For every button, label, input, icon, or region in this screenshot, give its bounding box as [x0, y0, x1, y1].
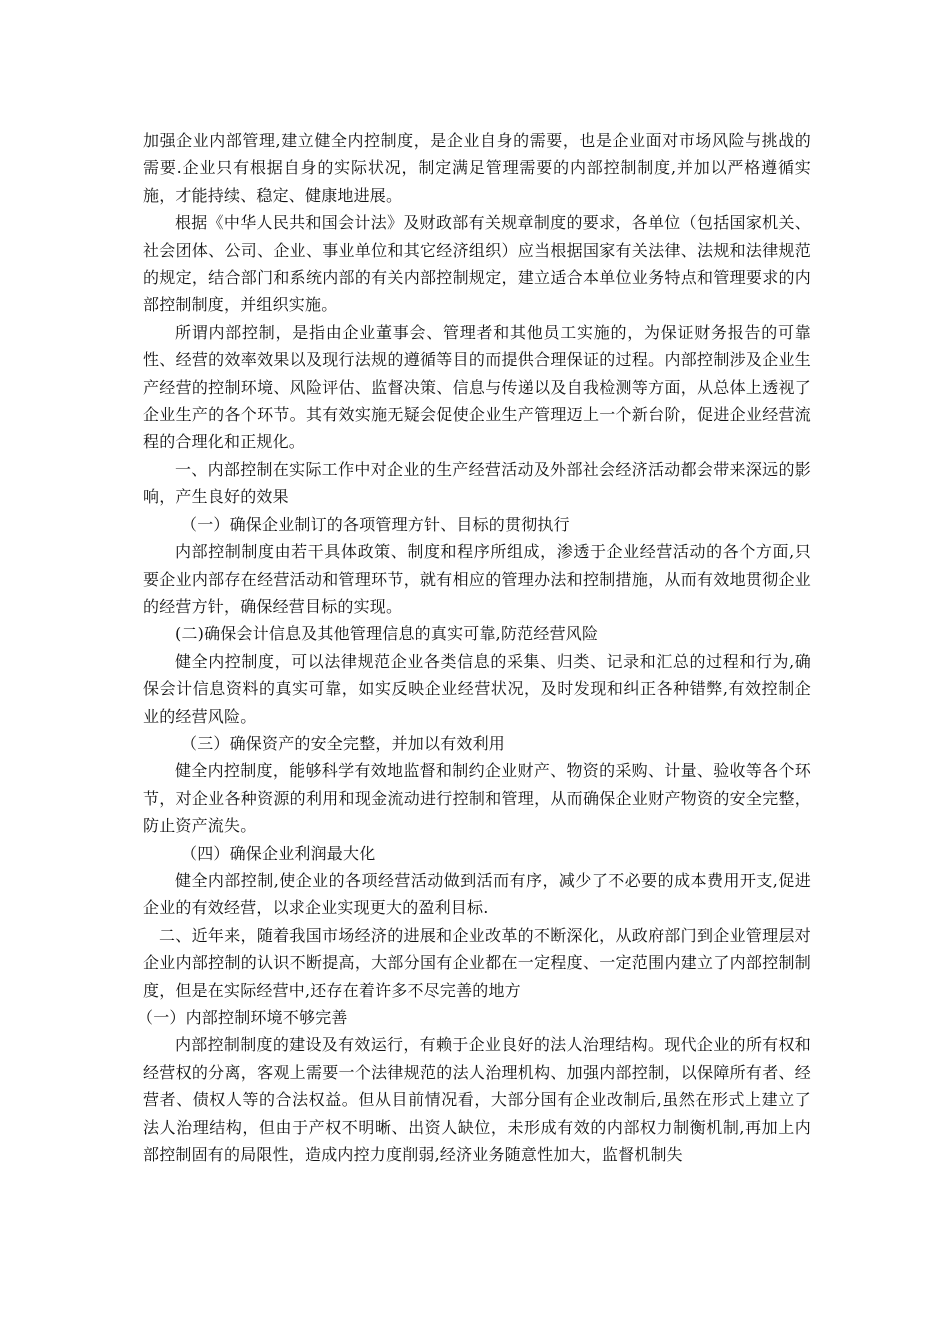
document-page [137, 127, 811, 1168]
subsection-2-1-body: 内部控制制度的建设及有效运行，有赖于企业良好的法人治理结构。现代企业的所有权和经营权的分离，客观上需要一个法律规范的法人治理机构、加强内部控制，以保障所有者、经营者、债权人等的合法权益。但从目前情况看，大部分国有企业改制后,虽然在形式上建立了法人治理结构，但由于产权不明晰、出资人缺位，未形成有效的内部权力制衡机制,再加上内部控制固有的局限性，造成内控力度削弱,经济业务随意性加大，监督机制失 [143, 1035, 811, 1165]
subsection-1-3-heading: （三）确保资产的安全完整，并加以有效利用 [181, 733, 506, 753]
subsection-1-1-body: 内部控制制度由若干具体政策、制度和程序所组成，渗透于企业经营活动的各个方面,只要企业内部存在经营活动和管理环节，就有相应的管理办法和控制措施，从而有效地贯彻企业的经营方针，确保经营目标的实现。 [143, 542, 811, 616]
accounting-law-paragraph: 根据《中华人民共和国会计法》及财政部有关规章制度的要求，各单位（包括国家机关、社会团体、公司、企业、事业单位和其它经济组织）应当根据国家有关法律、法规和法律规范的规定，结合部门和系统内部的有关内部控制规定，建立适合本单位业务特点和管理要求的内部控制制度，并组织实施。 [143, 213, 811, 315]
subsection-1-4-body: 健全内部控制,使企业的各项经营活动做到活而有序，减少了不必要的成本费用开支,促进企业的有效经营，以求企业实现更大的盈利目标. [143, 870, 811, 918]
subsection-1-4-heading: （四）确保企业利润最大化 [181, 843, 376, 863]
intro-paragraph: 加强企业内部管理,建立健全内控制度，是企业自身的需要，也是企业面对市场风险与挑战的需要.企业只有根据自身的实际状况，制定满足管理需要的内部控制制度,并加以严格遵循实施，才能持续、稳定、健康地进展。 [143, 131, 811, 205]
definition-paragraph: 所谓内部控制，是指由企业董事会、管理者和其他员工实施的，为保证财务报告的可靠性、经营的效率效果以及现行法规的遵循等目的而提供合理保证的过程。内部控制涉及企业生产经营的控制环境、风险评估、监督决策、信息与传递以及自我检测等方面，从总体上透视了企业生产的各个环节。其有效实施无疑会促使企业生产管理迈上一个新台阶，促进企业经营流程的合理化和正规化。 [143, 322, 811, 452]
section-one-heading: 一、内部控制在实际工作中对企业的生产经营活动及外部社会经济活动都会带来深远的影响，产生良好的效果 [143, 459, 811, 507]
subsection-2-1-heading: （一）内部控制环境不够完善 [137, 1008, 348, 1027]
subsection-1-2-body: 健全内控制度，可以法律规范企业各类信息的采集、归类、记录和汇总的过程和行为,确保会计信息资料的真实可靠，如实反映企业经营状况，及时发现和纠正各种错弊,有效控制企业的经营风险。 [143, 651, 811, 726]
subsection-1-3-body: 健全内控制度，能够科学有效地监督和制约企业财产、物资的采购、计量、验收等各个环节，对企业各种资源的利用和现金流动进行控制和管理，从而确保企业财产物资的安全完整，防止资产流失。 [143, 761, 811, 836]
section-two-heading: 二、近年来，随着我国市场经济的进展和企业改革的不断深化，从政府部门到企业管理层对企业内部控制的认识不断提高，大部分国有企业都在一定程度、一定范围内建立了内部控制制度，但是在实际经营中,还存在着许多不尽完善的地方 [143, 925, 811, 1000]
subsection-1-2-heading: (二)确保会计信息及其他管理信息的真实可靠,防范经营风险 [175, 624, 599, 644]
subsection-1-1-heading: （一）确保企业制订的各项管理方针、目标的贯彻执行 [181, 514, 570, 534]
